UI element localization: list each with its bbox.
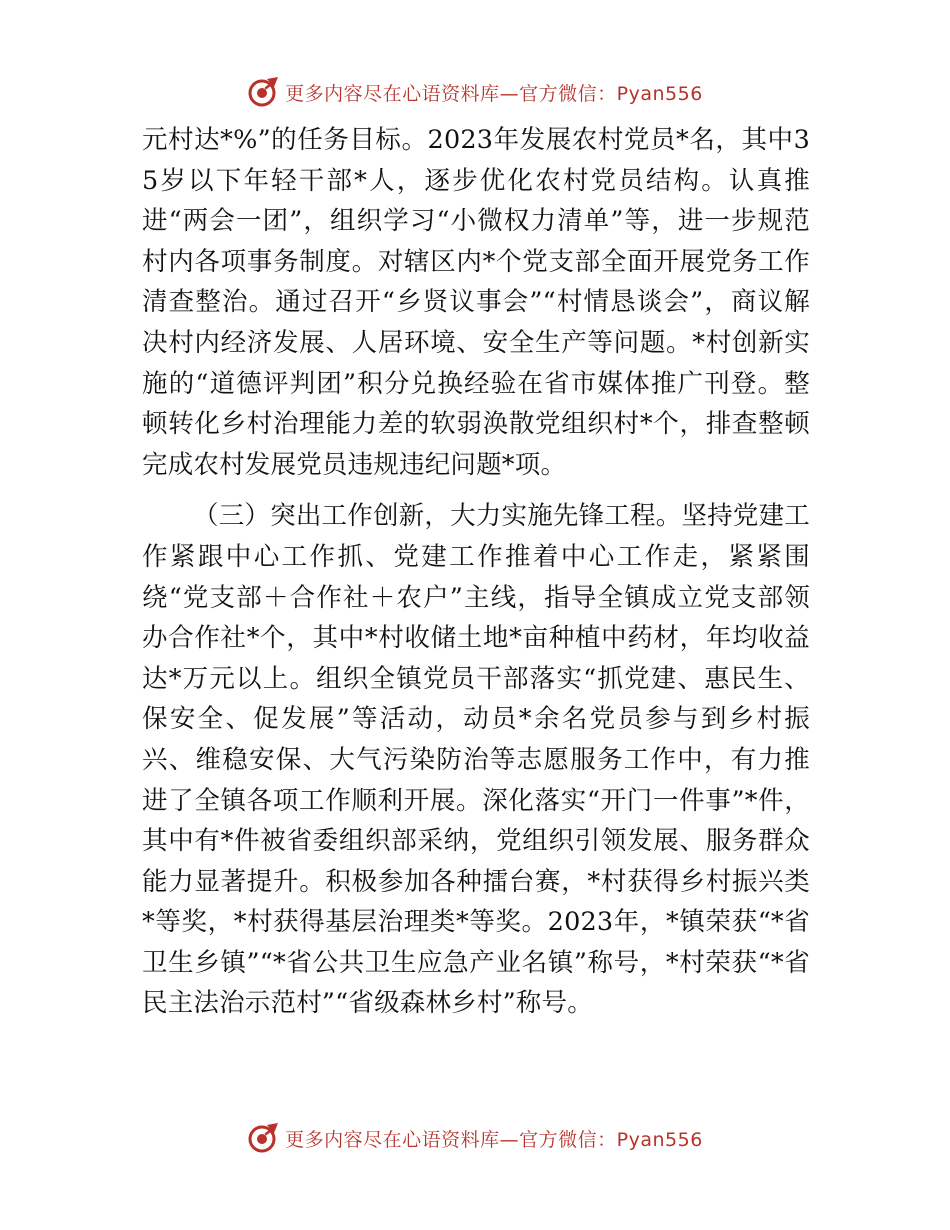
watermark-logo-icon — [247, 1121, 281, 1155]
paragraph-2: （三）突出工作创新，大力实施先锋工程。坚持党建工作紧跟中心工作抓、党建工作推着中心工作走，紧紧围绕“党支部＋合作社＋农户”主线，指导全镇成立党支部领办合作社*个，其中*村收储土地*亩种植中药材，年均收益达*万元以上。组织全镇党员干部落实“抓党建、惠民生、保安全、促发展”等活动，动员*余名党员参与到乡村振兴、维稳安保、大气污染防治等志愿服务工作中，有力推进了全镇各项工作顺利开展。深化落实“开门一件事”*件，其中有*件被省委组织部采纳，党组织引领发展、服务群众能力显著提升。积极参加各种擂台赛，*村获得乡村振兴类*等奖，*村获得基层治理类*等奖。2023年，*镇荣获“*省卫生乡镇”“*省公共卫生应急产业名镇”称号，*村荣获“*省民主法治示范村”“省级森林乡村”称号。 — [142, 501, 810, 1019]
document-body — [142, 120, 810, 1024]
watermark-logo-icon — [247, 75, 281, 109]
paragraph-1: 元村达*%”的任务目标。2023年发展农村党员*名，其中35岁以下年轻干部*人，逐步优化农村党员结构。认真推进“两会一团”，组织学习“小微权力清单”等，进一步规范村内各项事务制度。对辖区内*个党支部全面开展党务工作清查整治。通过召开“乡贤议事会”“村情恳谈会”，商议解决村内经济发展、人居环境、安全生产等问题。*村创新实施的“道德评判团”积分兑换经验在省市媒体推广刊登。整顿转化乡村治理能力差的软弱涣散党组织村*个，排查整顿完成农村发展党员违规违纪问题*项。 — [142, 125, 810, 480]
watermark-header — [0, 72, 950, 112]
watermark-text: 更多内容尽在心语资料库—官方微信：Pyan556 — [285, 1128, 703, 1151]
watermark-footer — [0, 1118, 950, 1158]
watermark-text: 更多内容尽在心语资料库—官方微信：Pyan556 — [285, 82, 703, 105]
